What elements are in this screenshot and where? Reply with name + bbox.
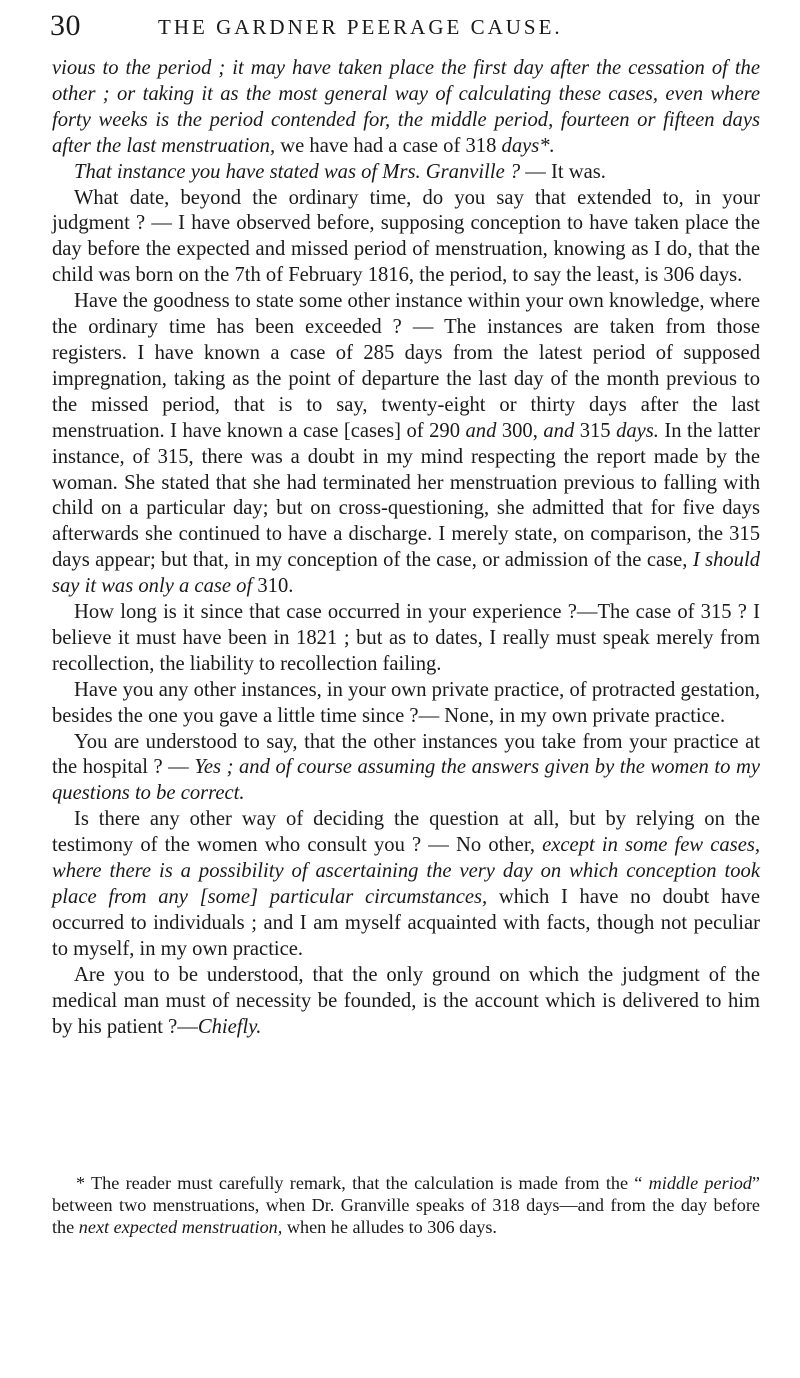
footnote-text-run: when he alludes to 306 days. — [282, 1217, 497, 1237]
italic-text-run: and — [465, 419, 497, 442]
paragraph — [52, 600, 760, 678]
italic-text-run: That instance you have stated was of Mrs. Granville ? — [74, 160, 521, 183]
italic-text-run: vious to the period ; it may have taken place the first day after the cessation of the other ; or taking it as the most general way of calculating these cases, even where forty weeks is the period contended for, the middle period, fourteen or fifteen days after the last menstruation, — [52, 57, 760, 157]
italic-text-run: except in some few cases, where there is a possibility of ascertaining the very day on which conception took place from any [some] particular circumstances, — [52, 834, 760, 908]
italic-text-run: Chiefly. — [197, 1015, 262, 1038]
text-run: 300, — [496, 419, 544, 442]
text-run: Are you to be understood, that the only ground on which the judgment of the medical man must of necessity be founded, is the account which is delivered to him by his patient ?— — [52, 963, 760, 1038]
text-run: we have had a case of 318 — [275, 134, 502, 157]
paragraph — [52, 56, 760, 160]
paragraph — [52, 160, 760, 186]
footnote-text-run: ” between two menstruations, when Dr. Granville speaks of 318 days—and from the day before the — [52, 1173, 760, 1237]
text-run: — It was. — [520, 160, 606, 183]
text-run: which I have no doubt have occurred to individuals ; and I am myself acquainted with facts, though not peculiar to myself, in my own practice. — [52, 886, 760, 960]
text-run: In the latter instance, of 315, there was a doubt in my mind respecting the report made by the woman. She stated that she had terminated her menstruation previous to falling with child on a particular day; but on cross-questioning, she admitted that for five days afterwards she continued to have a discharge. I merely state, on comparison, the 315 days appear; but that, in my conception of the case, or admission of the case, — [52, 419, 760, 572]
running-head — [50, 6, 750, 46]
paragraph — [52, 730, 760, 808]
footnote — [52, 1172, 760, 1238]
italic-text-run: and — [543, 419, 575, 442]
footnote-italic-run: middle period — [648, 1173, 752, 1193]
text-run: Have the goodness to state some other instance within your own knowledge, where the ordinary time has been exceeded ? — The instances are taken from those registers. I have known a case of 285 days from the latest period of supposed impregnation, taking as the point of departure the last day of the month previous to the missed period, that is to say, twenty-eight or thirty days after the last menstruation. I have known a case [cases] of 290 — [52, 290, 760, 442]
footnote-italic-run: next expected menstruation, — [78, 1217, 283, 1237]
text-run: You are understood to say, that the other instances you take from your practice at the hospital ? — — [52, 730, 760, 779]
italic-text-run: Yes ; and of course assuming the answers given by the women to my questions to be correct. — [52, 756, 760, 805]
page-number: 30 — [50, 9, 81, 42]
italic-text-run: days*. — [501, 134, 555, 157]
running-title: THE GARDNER PEERAGE CAUSE. — [158, 15, 563, 39]
paragraph — [52, 807, 760, 962]
text-run: Have you any other instances, in your own private practice, of protracted gestation, besides the one you gave a little time since ?— None, in my own private practice. — [52, 678, 760, 727]
footnote-text-run: * The reader must carefully remark, that the calculation is made from the “ — [76, 1173, 649, 1193]
footnote-paragraph — [52, 1172, 760, 1238]
paragraph — [52, 186, 760, 290]
text-run: 315 — [574, 419, 617, 442]
text-run: How long is it since that case occurred in your experience ?—The case of 315 ? I believe it must have been in 1821 ; but as to dates, I really must speak merely from recollection, the liability to recollection failing. — [52, 601, 760, 675]
body-text — [52, 56, 760, 1040]
italic-text-run: I should say it was only a case of — [52, 549, 760, 598]
text-run: What date, beyond the ordinary time, do you say that extended to, in your judgment ? — I have observed before, supposing conception to have taken place the day before the expected and missed period of menstruation, knowing as I do, that the child was born on the 7th of February 1816, the period, to say the least, is 306 days. — [52, 186, 760, 287]
paragraph — [52, 289, 760, 600]
text-run: Is there any other way of deciding the question at all, but by relying on the testimony of the women who consult you ? — No other, — [52, 808, 760, 857]
text-run: 310. — [252, 575, 294, 598]
italic-text-run: days. — [616, 419, 659, 442]
paragraph — [52, 963, 760, 1041]
paragraph — [52, 678, 760, 730]
